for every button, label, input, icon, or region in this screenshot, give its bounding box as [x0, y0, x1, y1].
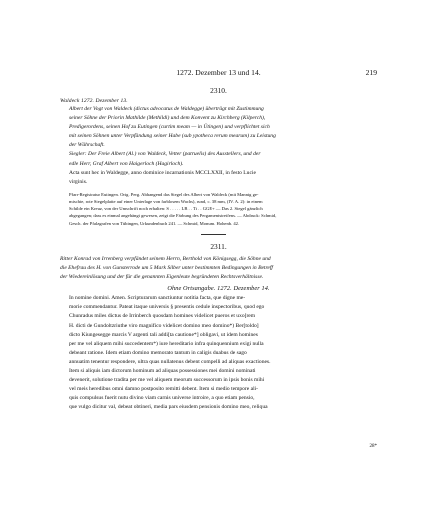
- document-2310: [60, 86, 377, 227]
- charter-text: In nomine domini. Amen. Scripturarum sanctiuntur notitia facta, que digne me- morie commendantur. Pateat itaque universis § presentis cedule inspectoribus, quod ego Chunradus miles dictus de Irrinberch quosdam homines videlicet pueros et uxo[rem H. dicti de Gundoltzriuthe viro magnifico videlicet domino meo domino*) Ber[toldo] dicto Kiungesegge marcis V argenti tali addi[ta cautione*] obligavi, ut idem homines per me vel aliquem mihi succedentem*) iure hereditario infra quinquennium exigi nulla debeant ratione. Idem etiam domino memorato tantum in caligis duabus de sago annuatim tenentur respondere, ultra quas nullatenus debent compelli ad aliquas exactiones. Item si aliquis iam dictorum hominum ad aliquas possessiones mei domini nominati devenerit, solutione tradita per me vel aliquem meorum successorum in ipsis bonis mihi vel meis heredibus omni damno postposito remitti debent. Item si medio tempore ali- quis compulsus fuerit nutu divino viam carnis universe introire, a quo etiam pensio, que vulgo dicitur val, debeat obtineri, media pars eiusdem pensionis domino meo, reliqua: [69, 295, 271, 411]
- regest: Albert der Vogt von Waldeck (dictus advocatus de Waldegge) überträgt mit Zustimmung seiner Söhne der Priorin Mathilde (Methildi) und dem Konvent zu Kirchberg (Kilperch), Predigerordens, seinen Hof zu Eutingen (curtim meam — in Ütingen) und verpflichtet sich mit seinen Söhnen unter Verpfändung seiner Habe (sub ypotheca rerum mearum) zu Leistung der Währschaft.: [69, 106, 276, 149]
- acta-clause: Acta sunt hec in Waldegge, anno dominice incarnationis MCCLXXII, in festo Lucie virginis.: [69, 169, 256, 185]
- page-number: 219: [365, 68, 377, 77]
- witness-list: Siegler: Der Freie Albert (Al.) von Waldeck, Vetter (patruelis) des Ausstellers, und der edle Herr, Graf Albert von Haigerloch (Hagirloch).: [69, 151, 261, 167]
- place-date: Ohne Ortsangabe. 1272. Dezember 14.: [167, 285, 270, 293]
- place-date: Waldeck 1272. Dezember 13.: [60, 98, 128, 104]
- section-divider: [201, 234, 226, 235]
- regest: Ritter Konrad von Irrenberg verpfändet seinem Herrn, Berthold von Königsegg, die Söhne und die Ehefrau des H. von Gunsterrode um 5 Mark Silber unter bestimmten Bedingungen in Betreff der Wiedereinlösung und der für die genannten Eigenleute begründeten Rechtsverhältnisse.: [60, 256, 273, 281]
- source-note: Pfarr-Registratur Eutingen. Orig. Perg. Abhangend das Siegel des Albert von Waldeck (mit Mannig ge- mischte, rote Siegelplatte auf einer Unterlage von farblosem Wachs), rund, c. 38 mm, (IV. A. 2): in einem Schilde ein Kreuz, von der Umschrift noch erhalten: S . . . . . LB . . Ti . . GGE+ — Das 2. Siegel gänzlich abgegangen; dass es einmal angehängt gewesen, zeigt die Färbung des Pergamentstreifens. — Abdruck: Schmid, Gesch. der Pfalzgrafen von Tübingen, Urkundenbuch 241. — Schmid, Monum. Hohenb. 42.: [69, 191, 277, 226]
- running-header: [60, 68, 377, 78]
- document-number: 2311.: [210, 242, 227, 251]
- running-title: 1272. Dezember 13 und 14.: [176, 68, 261, 77]
- signature-mark: 28*: [369, 444, 377, 449]
- document-number: 2310.: [210, 86, 227, 95]
- document-2311: [60, 242, 377, 413]
